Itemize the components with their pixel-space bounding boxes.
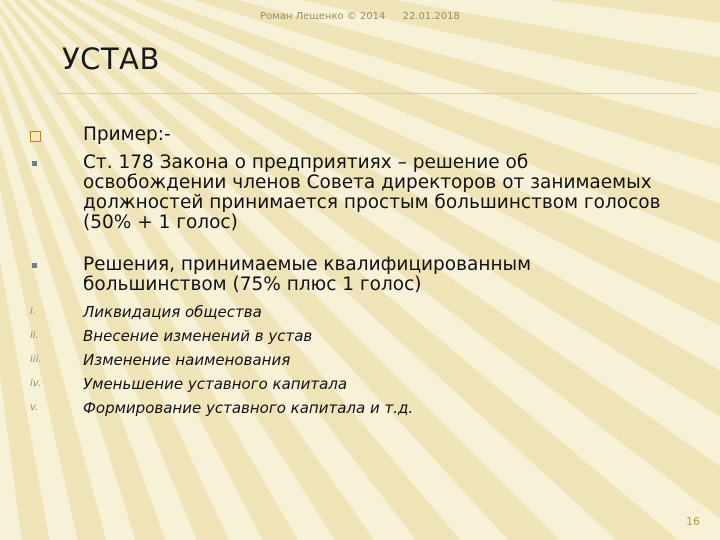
list-item-text: Изменение наименования [83, 351, 291, 369]
text-line: большинством (75% плюс 1 голос) [83, 274, 422, 295]
bullet-text [83, 255, 703, 295]
list-marker: ii. [30, 330, 39, 341]
list-item-text: Уменьшение уставного капитала [83, 375, 348, 393]
bullet-text [83, 125, 703, 145]
q-bullet-icon [30, 131, 41, 142]
header-author: Роман Лещенко © 2014 [260, 11, 386, 22]
text-line: Пример:- [83, 124, 171, 145]
list-marker: iv. [30, 378, 42, 389]
square-bullet-icon [32, 263, 37, 268]
header-date: 22.01.2018 [402, 11, 460, 22]
square-bullet-icon [32, 161, 37, 166]
slide-title: УСТАВ [62, 42, 160, 76]
list-marker: i. [30, 306, 36, 317]
list-item-text: Формирование уставного капитала и т.д. [83, 399, 414, 417]
text-line: освобождении членов Совета директоров от занимаемых [83, 172, 652, 193]
list-item-text: Внесение изменений в устав [83, 327, 313, 345]
text-line: Ст. 178 Закона о предприятиях – решение об [83, 152, 529, 173]
page-number: 16 [686, 515, 700, 528]
text-line: Решения, принимаемые квалифицированным [83, 254, 532, 275]
list-marker: iii. [30, 354, 42, 365]
slide-header [0, 11, 720, 22]
bullet-text [83, 153, 703, 233]
title-divider [58, 93, 698, 94]
list-marker: v. [30, 402, 39, 413]
text-line: (50% + 1 голос) [83, 212, 238, 233]
list-item-text: Ликвидация общества [83, 303, 262, 321]
text-line: должностей принимается простым большинством голосов [83, 192, 661, 213]
